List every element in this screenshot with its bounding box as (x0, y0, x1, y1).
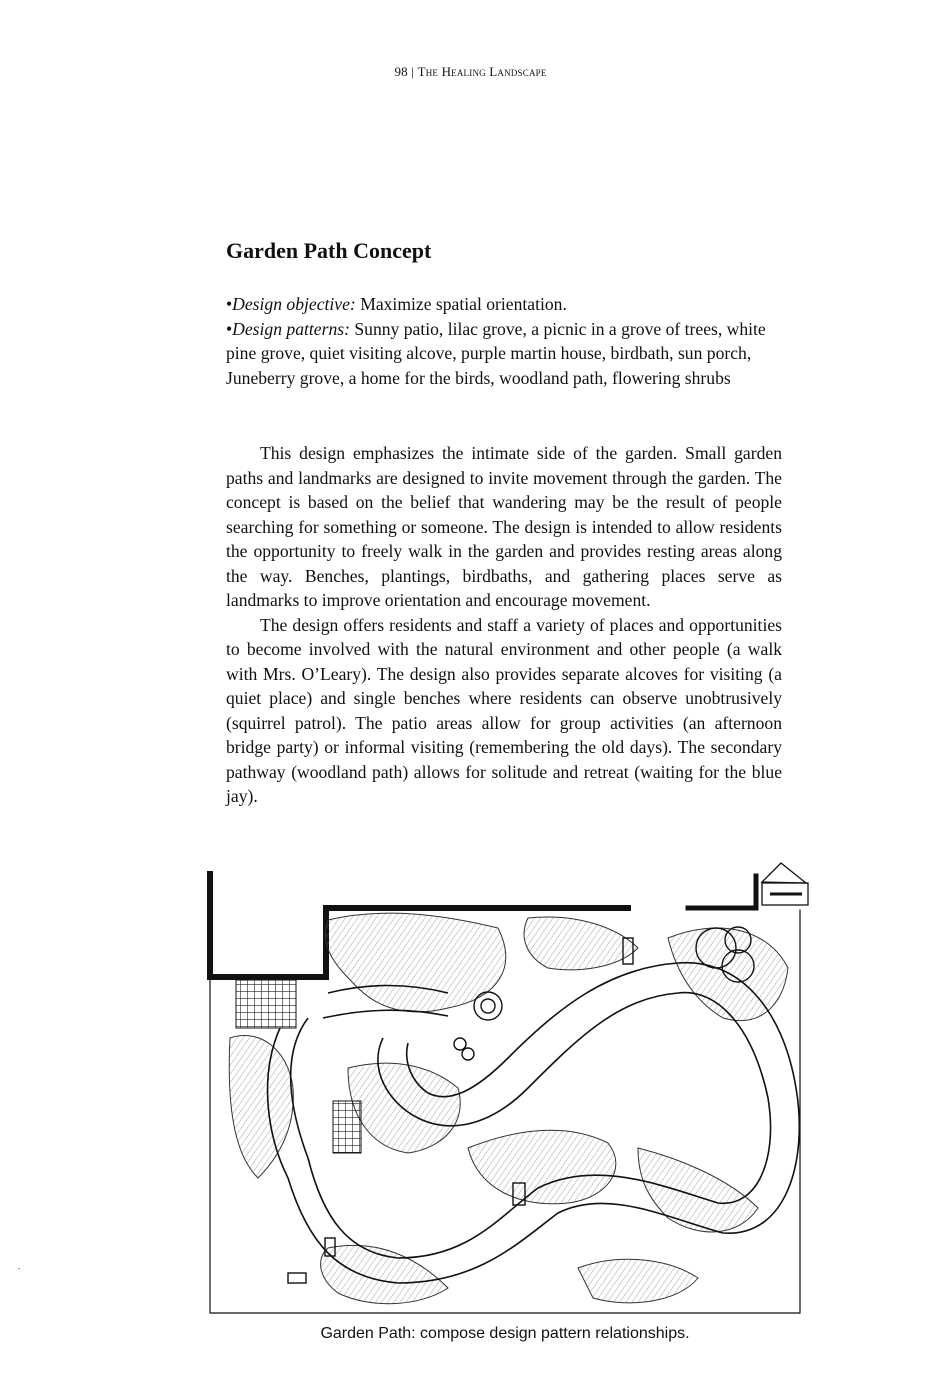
design-patterns-list (226, 292, 782, 390)
section-title: Garden Path Concept (226, 238, 432, 263)
design-patterns-text: Sunny patio, lilac grove, a picnic in a grove of trees, white pine grove, quiet visiting alcove, purple martin house, birdbath, sun porch, Juneberry grove, a home for the birds, woodland path, flowering shrubs (226, 318, 766, 388)
scan-mark (18, 1268, 20, 1269)
figure-caption: Garden Path: compose design pattern relationships. (320, 1325, 690, 1342)
page-number: 98 (394, 64, 408, 79)
running-head (0, 64, 941, 80)
design-patterns-label: Design patterns: (232, 318, 350, 339)
design-objective-item: •Design objective: Maximize spatial orientation. (226, 294, 567, 314)
design-objective-text: Maximize spatial orientation. (360, 294, 567, 314)
running-head-section: The Healing Landscape (417, 64, 547, 79)
pavilion-structure (762, 863, 808, 905)
paragraph-2: The design offers residents and staff a variety of places and opportunities to become involved with the natural environment and other people (a walk with Mrs. O’Leary). The design also provides separate alcoves for visiting (a quiet place) and single benches where residents can observe unobtrusively (squirrel patrol). The patio areas allow for group activities (an afternoon bridge party) or informal visiting (remembering the old days). The secondary pathway (woodland path) allows for solitude and retreat (waiting for the blue jay). (226, 614, 782, 806)
body-text (226, 441, 782, 809)
design-objective-label: Design objective: (232, 294, 356, 314)
garden-plan-drawing (198, 858, 813, 1318)
planting-beds (229, 913, 788, 1304)
paragraph-1: This design emphasizes the intimate side of the garden. Small garden paths and landmarks are designed to invite movement through the garden. The concept is based on the belief that wandering may be the result of people searching for something or someone. The design is intended to allow residents the opportunity to freely walk in the garden and provides resting areas along the way. Benches, plantings, birdbaths, and gathering places serve as landmarks to improve orientation and encourage movement. (226, 443, 782, 610)
running-head-separator: | (411, 64, 415, 79)
design-patterns-item: •Design patterns: Sunny patio, lilac grove, a picnic in a grove of trees, white pine grove, quiet visiting alcove, purple martin house, birdbath, sun porch, Juneberry grove, a home for the birds, woodland path, flowering shrubs (226, 318, 766, 388)
